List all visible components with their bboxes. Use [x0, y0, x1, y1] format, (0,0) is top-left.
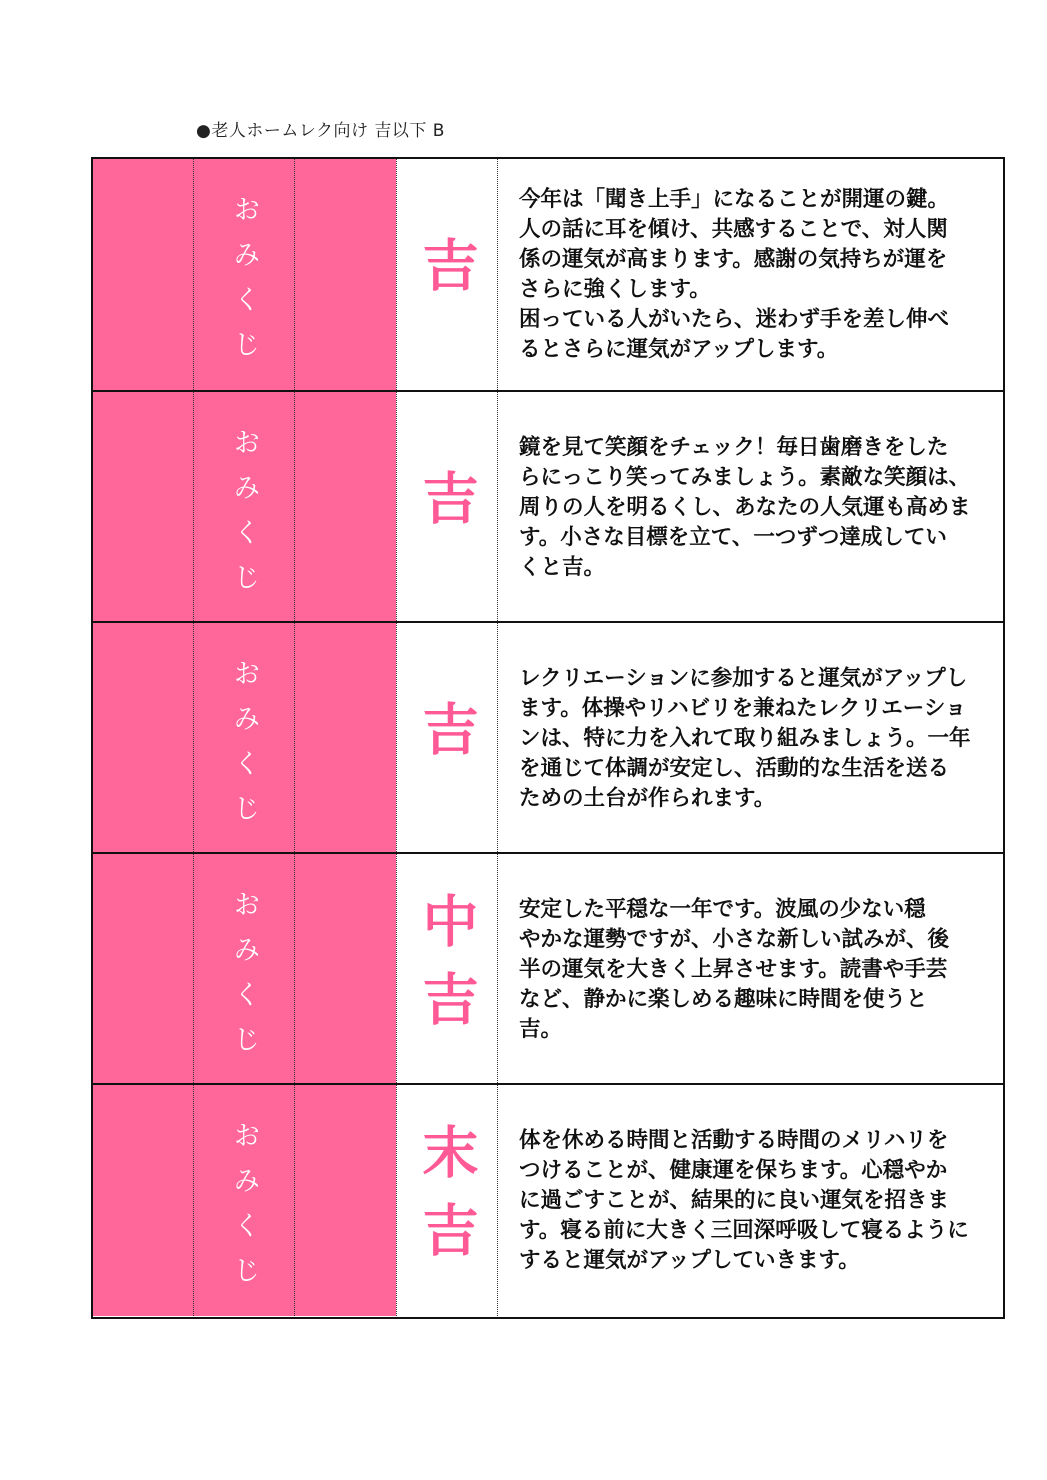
fold-line — [497, 854, 498, 1085]
cut-line — [294, 159, 295, 390]
fortune-result: 吉 — [413, 235, 480, 314]
fortune-message: 今年は「聞き上手」になることが開運の鍵。 人の話に耳を傾け、共感することで、対人関 係の運気が高まります。感謝の気持ちが運を さらに強くします。 困っている人がいたら、迷わず手を差し伸べ るとさらに運気がアップします。 — [519, 186, 950, 362]
omikuji-slip-5 — [93, 1083, 1003, 1316]
cut-line — [294, 392, 295, 623]
fortune-message: レクリエーションに参加すると運気がアップし ます。体操やリハビリを兼ねたレクリエーショ ンは、特に力を入れて取り組みましょう。一年 を通じて体調が安定し、活動的な生活を送る ための土台が作られます。 — [519, 665, 971, 811]
fold-line — [497, 623, 498, 854]
omikuji-slip-4 — [93, 852, 1003, 1085]
fortune-message: 体を休める時間と活動する時間のメリハリを つけることが、健康運を保ちます。心穏やか に過ごすことが、結果的に良い運気を招きま す。寝る前に大きく三回深呼吸して寝るように すると運気がアップしていきます。 — [519, 1127, 969, 1273]
cut-line — [294, 1085, 295, 1316]
fortune-result: 吉 — [413, 468, 480, 547]
omikuji-label: おみくじ — [228, 1121, 260, 1301]
fortune-message: 安定した平穏な一年です。波風の少ない穏 やかな運勢ですが、小さな新しい試みが、後 半の運気を大きく上昇させます。読書や手芸 など、静かに楽しめる趣味に時間を使うと 吉。 — [519, 896, 950, 1042]
omikuji-label: おみくじ — [228, 659, 260, 839]
fortune-result: 中吉 — [413, 891, 480, 1048]
fold-line — [497, 392, 498, 623]
cut-line — [294, 623, 295, 854]
omikuji-label: おみくじ — [228, 428, 260, 608]
fold-line — [497, 159, 498, 390]
omikuji-slip-1 — [93, 159, 1003, 390]
fortune-result: 吉 — [413, 699, 480, 778]
omikuji-sheet — [91, 157, 1005, 1319]
fortune-result: 末吉 — [413, 1122, 480, 1279]
page-title: ●老人ホームレク向け 吉以下 B — [196, 121, 445, 141]
omikuji-label: おみくじ — [228, 195, 260, 375]
omikuji-slip-3 — [93, 621, 1003, 854]
omikuji-label: おみくじ — [228, 890, 260, 1070]
omikuji-slip-2 — [93, 390, 1003, 623]
cut-line — [294, 854, 295, 1085]
fold-line — [497, 1085, 498, 1316]
fortune-message: 鏡を見て笑顔をチェック！毎日歯磨きをした らにっこり笑ってみましょう。素敵な笑顔は、 周りの人を明るくし、あなたの人気運も高めま す。小さな目標を立て、一つずつ達成してい くと吉。 — [519, 434, 971, 580]
